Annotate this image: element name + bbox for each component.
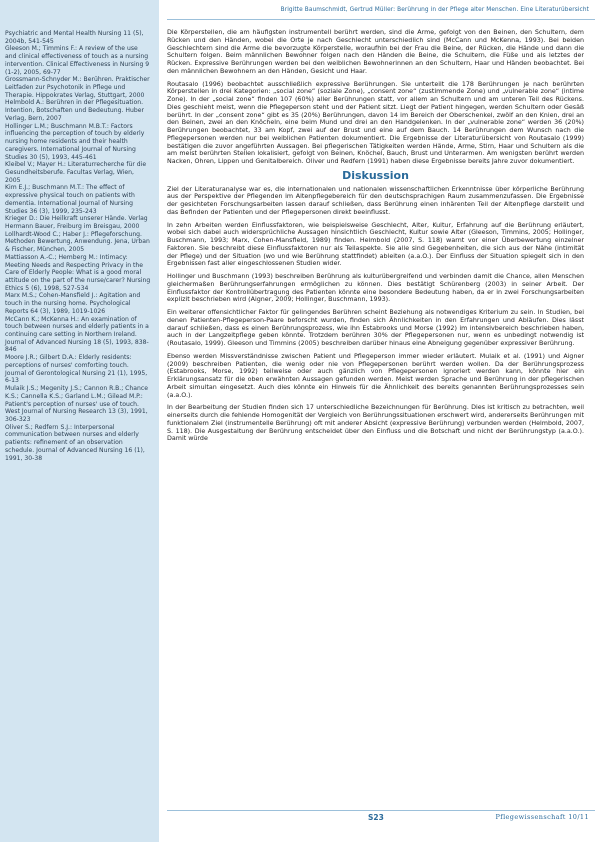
body-paragraph: Ziel der Literaturanalyse war es, die internationalen und nationalen wissenschaftlichen Erkenntnisse über körperliche Berührung aus der Perspektive der Pflegenden im Altenpflegebereich für den deutschsprachigen Raum zusammenzufassen. Die Ergebnisse der gesichteten Forschungsarbeiten lassen darauf schließen, dass Berührung einen inhärenten Teil der Altenpflege darstellt und das Befinden der Patienten und der Pflegepersonen direkt beeinflusst. bbox=[167, 185, 584, 216]
body-paragraph: Hollinger und Buschmann (1993) beschreiben Berührung als kulturübergreifend und verbinden damit die Chance, allen Menschen gleichermaßen Berührungserfahrungen ermöglichen zu können. Dies bestätigt Schürenberg (2003) in seiner Arbeit. Der Einflussfaktor der Kontrollübertragung des Patienten könnte eine besondere Bedeutung haben, da er in zwei Forschungsarbeiten explizit beschrieben wird (Aigner, 2009; Hollinger, Buschmann, 1993). bbox=[167, 273, 584, 304]
reference-item: Kim E.J.; Buschmann M.T.: The effect of expressive physical touch on patients with dementia. International Journal of Nursing Studies 36 (3), 1999, 235-243 bbox=[5, 184, 135, 215]
page-header bbox=[167, 4, 595, 20]
reference-item: Psychiatric and Mental Health Nursing 11 (5), 2004b, 541-545 bbox=[5, 30, 144, 45]
running-head: Brigitte Baumschmidt, Gertrud Müller: Berührung in der Pflege alter Menschen. Eine Literaturübersicht bbox=[280, 7, 589, 13]
reference-item: Marx M.S.; Cohen-Mansfield J.: Agitation and touch in the nursing home. Psychological Reports 64 (3), 1989, 1019-1026 bbox=[5, 292, 141, 315]
page-number: S23 bbox=[368, 813, 384, 822]
reference-item: Mattiasson A.-C.; Hemberg M.: Intimacy: Meeting Needs and Respecting Privacy in the Care of Elderly People: What is a good moral attitude on the part of the nurse/carer? Nursing Ethics 5 (6), 1998, 527-534 bbox=[5, 253, 151, 292]
reference-item: Krieger D.: Die Heilkraft unserer Hände. Verlag Hermann Bauer, Freiburg im Breisgau, 2000 bbox=[5, 215, 148, 230]
body-paragraph: Ein weiterer offensichtlicher Faktor für gelingendes Berühren scheint Beziehung als notwendiges Kriterium zu sein. In Studien, bei denen Patienten-Pflegeperson-Paare beforscht wurden, finden sich Ähnlichkeiten in den Erfahrungen und Abläufen. Dies lässt darauf schließen, dass es einen Berührungsprozess, wie ihn Estabrooks und Morse (1992) im intensivbereich beschrieben haben, auch in der Langzeitpflege geben könnte. Trotzdem berühren 30% der Pflegepersonen nur, wenn es unbedingt notwendig ist (Routasalo, 1999). Gleeson und Timmins (2005) beschreiben darüber hinaus eine Abneigung gegenüber expressiver Berührung. bbox=[167, 309, 584, 347]
reference-item: Lollhardt-Wood C.; Haber J.: Pflegeforschung. Methoden Bewertung, Anwendung. Jena, Urban & Fischer, München, 2005 bbox=[5, 230, 150, 254]
references-sidebar bbox=[0, 0, 159, 842]
reference-item: Grossmann-Schnyder M.: Berühren. Praktischer Leitfaden zur Psychotonik in Pflege und Therapie. Hippokrates Verlag, Stuttgart, 2000 bbox=[5, 76, 150, 99]
reference-item: Mulaik J.S.; Megenity J.S.; Cannon R.B.; Chance K.S.; Cannella K.S.; Garland L.M.; Gilead M.P.: Patient's perception of nurses' use of touch. West Journal of Nursing Research 13 (3), 1991, 306-323 bbox=[5, 385, 148, 423]
main-text-column bbox=[167, 29, 584, 448]
reference-item: Helmbold A.: Berühren in der Pflegesituation. Intention, Botschaften und Bedeutung. Huber Verlag, Bern, 2007 bbox=[5, 99, 144, 122]
body-paragraph: Die Körperstellen, die am häufigsten instrumentell berührt werden, sind die Arme, gefolgt von den Beinen, den Schultern, dem Rücken und den Händen, wobei die Orte je nach Geschlecht unterschiedlich sind (McCann und McKenna, 1993). Bei beiden Geschlechtern sind die Arme die bevorzugte Körperstelle, woraufhin bei der Frau die Beine, der Rücken, die Hände und dann die Schultern folgen. Beim männlichen Bewohner folgen nach den Händen die Beine, die Schultern, die Füße und als letztes der Rücken. Expressive Berührungen werden bei den weiblichen Bewohnerinnen an den Schultern, Haar und Händen beobachtet. Bei den männlichen Bewohnern an den Händen, Gesicht und Haar. bbox=[167, 29, 584, 75]
reference-item: McCann K.; McKenna H.: An examination of touch between nurses and elderly patients in a continuing care setting in Northern Ireland. Journal of Advanced Nursing 18 (5), 1993, 838-846 bbox=[5, 315, 149, 354]
reference-item: Moore J.R.; Gilbert D.A.: Elderly residents: perceptions of nurses' comforting touch. Journal of Gerontological Nursing 21 (1), 1995, 6-13 bbox=[5, 354, 148, 385]
body-paragraph: In der Bearbeitung der Studien finden sich 17 unterschiedliche Bezeichnungen für Berührung. Dies ist kritisch zu betrachten, weil einerseits durch die fehlende Homogenität der Vergleich von Berührungssituationen erschwert wird, andererseits Berührungen mit funktionalem Ziel (instrumentelle Berührung) oft mit anderer Absicht (expressive Berührung) verbunden werden (Helmbold, 2007, S. 118). Die Ausgestaltung der Berührung entscheidet über den Einfluss und die Botschaft und nicht der Berührungstyp (a.a.O.). Damit würde bbox=[167, 404, 584, 443]
journal-name: Pflegewissenschaft 10/11 bbox=[495, 813, 589, 821]
reference-item: Oliver S.; Redfern S.J.: Interpersonal communication between nurses and elderly patients: refinement of an observation schedule. Journal of Advanced Nursing 16 (1), 1991, 30-38 bbox=[5, 423, 145, 462]
reference-item: Kleibel V.; Mayer H.: Literaturrecherche für die Gesundheitsberufe. Facultas Verlag, Wien, 2005 bbox=[5, 161, 147, 184]
reference-item: Gleeson M.; Timmins F.: A review of the use and clinical effectiveness of touch as a nursing intervention. Clinical Effectiveness in Nursing 9 (1-2), 2005, 69-77 bbox=[5, 45, 150, 76]
section-title: Diskussion bbox=[342, 168, 409, 182]
body-paragraph: In zehn Arbeiten werden Einflussfaktoren, wie beispielsweise Geschlecht, Alter, Kultur, Erfahrung auf die Berührung erläutert, wobei sich dabei auch widersprüchliche Aussagen hinsichtlich Geschlecht, Kultur sowie Alter (Gleeson, Timmins, 2005; Hollinger, Buschmann, 1993; Marx, Cohen-Mansfield, 1989) finden. Helmbold (2007, S. 118) warnt vor einer Überbewertung einzelner Faktoren. Sie beschreibt diese Einflussfaktoren nur als Teilaspekte. Sie alle sind Gegebenheiten, die sich aus der Nähe (intimität der Pflege) und der Situation (wo und wie Berührung stattfindet) ableiten (a.a.O.). Der Einfluss der Situation spiegelt sich in den Ergebnissen fast aller eingeschlossenen Studien wider. bbox=[167, 221, 584, 268]
page-footer bbox=[167, 810, 595, 827]
body-paragraph: Ebenso werden Missverständnisse zwischen Patient und Pflegeperson immer wieder erläutert. Mulaik et al. (1991) und Aigner (2009) beschreiben Patienten, die wenig oder nie von Pflegepersonen berührt werden wollen. Da der Berührungsprozess (Estabrooks, Morse, 1992) teilweise oder auch gänzlich von Pflegepersonen ignoriert werden kann, könnte hier ein Erklärungsansatz für die oben erwähnten Aussagen gefunden werden. Meist werden Sprache und Berührung in der pflegerischen Arbeit simultan eingesetzt. Auch dies könnte ein Hinweis für die Ähnlichkeit des bereits genannten Berührungsprozesses sein (a.a.O.). bbox=[167, 352, 584, 399]
reference-list bbox=[5, 30, 151, 462]
body-paragraph: Routasalo (1996) beobachtet ausschließlich expressive Berührungen. Sie unterteilt die 178 Berührungen je nach berührten Körperstellen in drei Kategorien: „social zone“ (soziale Zone), „consent zone“ (zustimmende Zone) und „vulnerable zone“ (intime Zone). In der „social zone“ finden 107 (60%) aller Berührungen statt, vor allem an Schultern und am unteren Teil des Rückens. Dies geschieht meist, wenn die Pflegeperson steht und der Patient sitzt. Liegt der Patient hingegen, werden Schultern oder Gesäß berührt. In der „consent zone“ gibt es 35 (20%) Berührungen, davon 14 im Bereich der Oberschenkel, zwölf an den Knien, drei an den Beinen, zwei an den Knöcheln, eine beim Mund und drei an den Handgelenken. In der „vulnerable zone“ werden 36 (20%) Berührungen beobachtet, 33 am Kopf, zwei auf der Brust und eine auf dem Bauch. 14 Berührungen dem Wunsch nach die Pflegepersonen werden nur bei weiblichen Patienten dokumentiert. Die Ergebnisse der Literaturübersicht von Routasalo (1999) bestätigen die zuvor angeführten Aussagen. Bei pflegerischen Tätigkeiten werden Hände, Arme, Stirn, Haar und Schultern als die am meist berührten Stellen lokalisiert, gefolgt von Beinen, Knöchel, Bauch, Brust und Unterarmen. Am wenigsten berührt werden Nacken, Ohren, Lippen und Genitalbereich. Oliver und Redfern (1991) haben diese Ergebnisse bereits Jahre zuvor dokumentiert. bbox=[167, 80, 584, 165]
reference-item: Hollinger L.M.; Buschmann M.B.T.: Factors influencing the perception of touch by elderly nursing home residents and their health caregivers. International Journal of Nursing Studies 30 (5), 1993, 445-461 bbox=[5, 122, 145, 161]
